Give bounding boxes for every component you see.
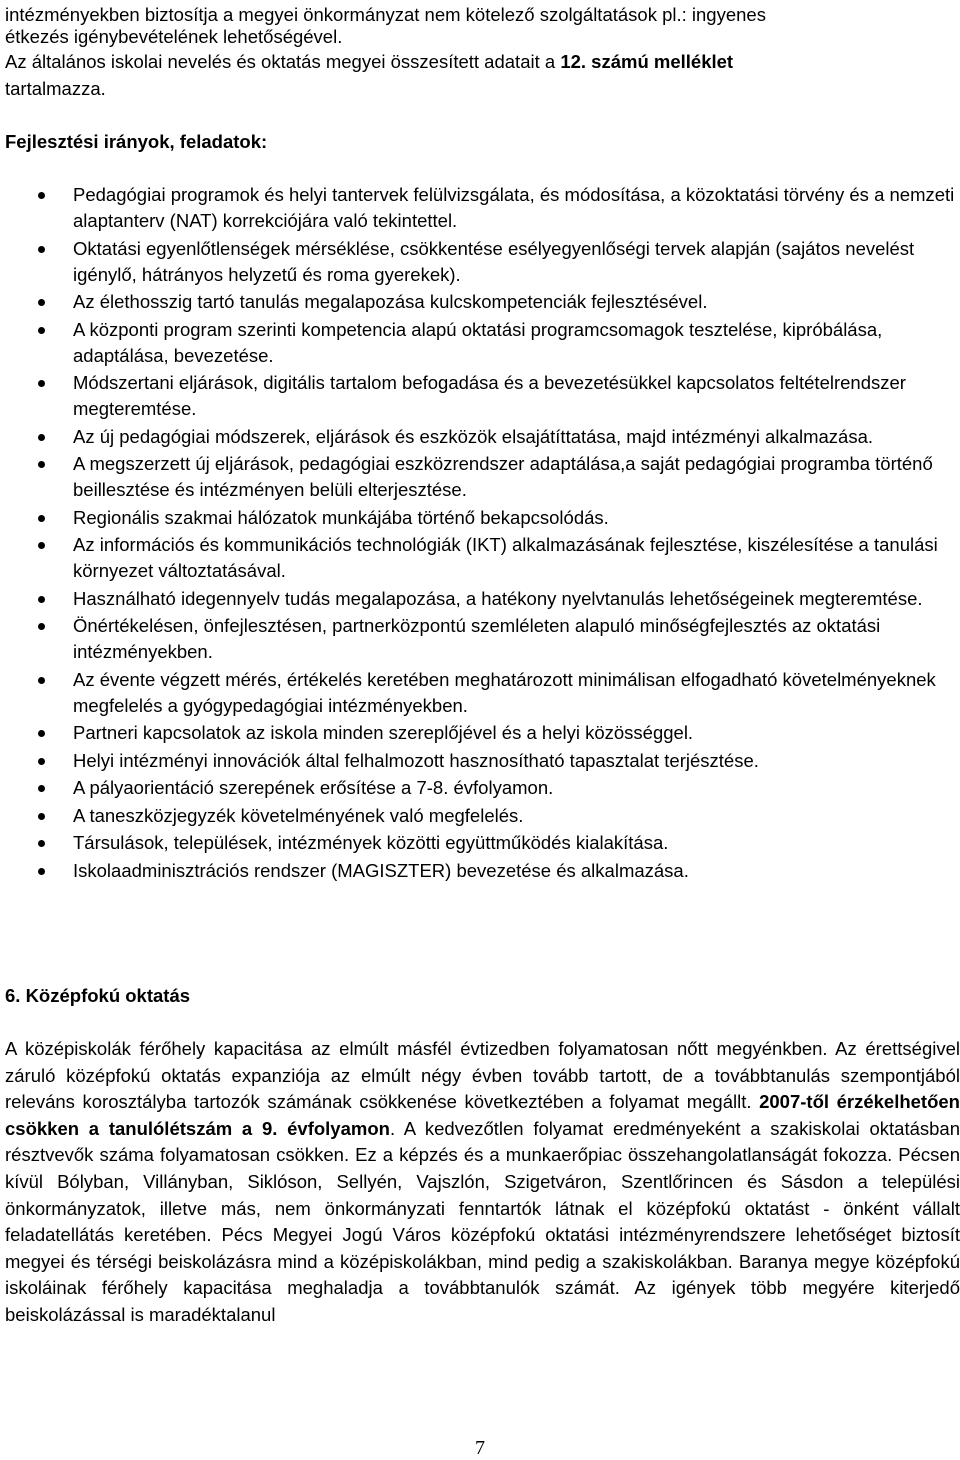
list-item: Módszertani eljárások, digitális tartalom befogadása és a bevezetésükkel kapcsolatos feltételrendszer megteremtése. (0, 370, 960, 422)
list-item: Társulások, települések, intézmények közötti együttműködés kialakítása. (0, 830, 960, 856)
list-item: A taneszközjegyzék követelményének való megfelelés. (0, 803, 960, 829)
list-item: Használható idegennyelv tudás megalapozása, a hatékony nyelvtanulás lehetőségeinek megteremtése. (0, 586, 960, 612)
list-item: A megszerzett új eljárások, pedagógiai eszközrendszer adaptálása,a saját pedagógiai programba történő beillesztése és intézményen belüli elterjesztése. (0, 451, 960, 503)
list-item: Az évente végzett mérés, értékelés keretében meghatározott minimálisan elfogadható követelményeknek megfelelés a gyógypedagógiai intézményekben. (0, 667, 960, 719)
intro-line-1: intézményekben biztosítja a megyei önkormányzat nem kötelező szolgáltatások pl.: ingyenes (5, 4, 766, 25)
intro-line-3 (5, 49, 733, 75)
section-6-heading: 6. Középfokú oktatás (5, 985, 191, 1006)
paragraph-emphasis: 2007-től érzékelhetően csökken a tanulólétszám a 9. évfolyamon (5, 1091, 960, 1139)
list-item: Önértékelésen, önfejlesztésen, partnerközpontú szemléleten alapuló minőségfejlesztés az oktatási intézményekben. (0, 613, 960, 665)
list-item: Regionális szakmai hálózatok munkájába történő bekapcsolódás. (0, 505, 960, 531)
list-item: Partneri kapcsolatok az iskola minden szereplőjével és a helyi közösséggel. (0, 720, 960, 746)
page-number: 7 (475, 1437, 485, 1459)
list-item: Oktatási egyenlőtlenségek mérséklése, csökkentése esélyegyenlőségi tervek alapján (sajátos nevelést igénylő, hátrányos helyzetű és roma gyerekek). (0, 236, 960, 288)
list-item: Pedagógiai programok és helyi tantervek felülvizsgálata, és módosítása, a közoktatási törvény és a nemzeti alaptanterv (NAT) korrekciójára való tekintettel. (0, 182, 960, 234)
section-heading: Fejlesztési irányok, feladatok: (5, 131, 268, 152)
intro-line-3-text: Az általános iskolai nevelés és oktatás megyei összesített adatait a (5, 51, 561, 72)
appendix-reference: 12. számú melléklet (560, 51, 734, 72)
intro-line-2: étkezés igénybevételének lehetőségével. (5, 26, 343, 47)
list-item: Iskolaadminisztrációs rendszer (MAGISZTER) bevezetése és alkalmazása. (0, 858, 960, 884)
development-tasks-list (0, 182, 960, 885)
paragraph-text-2: . A kedvezőtlen folyamat eredményeként a szakiskolai oktatásban résztvevők száma folyamatosan csökken. Ez a képzés és a munkaerőpiac összehangolatlanságát fokozza. Pécsen kívül Bólyban, Villányban, Siklóson, Sellyén, Vajszlón, Szigetváron, Szentlőrincen és Sásdon a települési önkormányzatok, illetve más, nem önkormányzati fenntartók látnak el középfokú oktatást - önként vállalt feladatellátás keretében. Pécs Megyei Jogú Város középfokú oktatási intézményrendszere lehetőséget biztosít megyei és térségi beiskolázásra mind a középiskolákban, mind pedig a szakiskolákban. Baranya megye középfokú iskoláinak férőhely kapacitása meghaladja a továbbtanulók számát. Az igények több megyére kiterjedő beiskolázással is maradéktalanul (5, 1117, 960, 1325)
list-item: Az információs és kommunikációs technológiák (IKT) alkalmazásának fejlesztése, kiszélesítése a tanulási környezet változtatásával. (0, 532, 960, 584)
list-item: Helyi intézményi innovációk által felhalmozott hasznosítható tapasztalat terjésztése. (0, 748, 960, 774)
section-6-paragraph (5, 1036, 960, 1329)
list-item: Az élethosszig tartó tanulás megalapozása kulcskompetenciák fejlesztésével. (0, 289, 960, 315)
list-item: Az új pedagógiai módszerek, eljárások és eszközök elsajátíttatása, majd intézményi alkalmazása. (0, 424, 960, 450)
list-item: A központi program szerinti kompetencia alapú oktatási programcsomagok tesztelése, kipróbálása, adaptálása, bevezetése. (0, 317, 960, 369)
paragraph-text-1: A középiskolák férőhely kapacitása az elmúlt másfél évtizedben folyamatosan nőtt megyénkben. Az érettségivel záruló középfokú oktatás expanziója az elmúlt négy évben tovább tartott, de a továbbtanulás szempontjából releváns korosztályba tartozók számának csökkenése következtében a folyamat megállt. (5, 1038, 960, 1113)
list-item: A pályaorientáció szerepének erősítése a 7-8. évfolyamon. (0, 775, 960, 801)
intro-line-4: tartalmazza. (5, 78, 106, 99)
